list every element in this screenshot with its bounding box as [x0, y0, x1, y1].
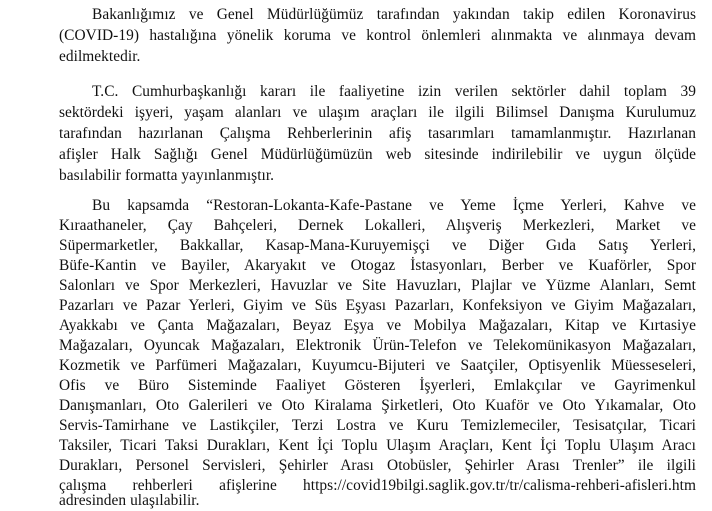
paragraph-3-line-14: Durakları, Personel Servisleri, Şehirler Arası Otobüsler, Şehirler Arası Trenler” ile ilgili — [59, 457, 696, 474]
paragraph-1-line-3: edilmektedir. — [59, 48, 141, 65]
paragraph-2-line-1: T.C. Cumhurbaşkanlığı kararı ile faaliyetine izin verilen sektörler dahil toplam 39 — [92, 83, 696, 100]
paragraph-3-line-8: Mağazaları, Oyuncak Mağazaları, Elektronik Ürün-Telefon ve Telekomünikasyon Mağazaları, — [59, 337, 696, 354]
paragraph-3-line-7: Ayakkabı ve Çanta Mağazaları, Beyaz Eşya ve Mobilya Mağazaları, Kitap ve Kırtasiye — [59, 317, 696, 334]
paragraph-3-line-15: çalışma rehberleri afişlerine https://covid19bilgi.saglik.gov.tr/tr/calisma-rehberi-afisleri.htm — [59, 477, 696, 494]
paragraph-3-line-12: Servis-Tamirhane ve Lastikçiler, Terzi Lostra ve Kuru Temizlemeciler, Tesisatçılar, Ticari — [59, 417, 696, 434]
paragraph-3-line-1: Bu kapsamda “Restoran-Lokanta-Kafe-Pastane ve Yeme İçme Yerleri, Kahve ve — [92, 197, 696, 214]
paragraph-2-line-4: afişler Halk Sağlığı Genel Müdürlüğümüzün web sitesinde indirilebilir ve uygun ölçüde — [59, 146, 696, 163]
paragraph-3-line-5: Salonları ve Spor Merkezleri, Havuzlar ve Site Havuzları, Plajlar ve Yüzme Alanları, Semt — [59, 277, 696, 294]
paragraph-2-line-2: sektördeki işyeri, yaşam alanları ve ulaşım araçları ile ilgili Bilimsel Danışma Kurulumuz — [59, 104, 696, 121]
paragraph-3-line-11: Danışmanları, Oto Galerileri ve Oto Kiralama Şirketleri, Oto Kuaför ve Oto Yıkamalar, Oto — [59, 397, 696, 414]
paragraph-3-line-9: Kozmetik ve Parfümeri Mağazaları, Kuyumcu-Bijuteri ve Saatçiler, Optisyenlik Müesseseleri, — [59, 357, 696, 374]
paragraph-2-line-3: tarafından hazırlanan Çalışma Rehberlerinin afiş tasarımları tamamlanmıştır. Hazırlanan — [59, 125, 696, 142]
paragraph-3-line-4: Büfe-Kantin ve Bayiler, Akaryakıt ve Otogaz İstasyonları, Berber ve Kuaförler, Spor — [59, 257, 696, 274]
paragraph-3-line-16: adresinden ulaşılabilir. — [59, 492, 200, 509]
paragraph-3-line-13: Taksiler, Ticari Taksi Durakları, Kent İçi Toplu Ulaşım Araçları, Kent İçi Toplu Ulaşım Aracı — [59, 437, 696, 454]
paragraph-3-line-3: Süpermarketler, Bakkallar, Kasap-Mana-Kuruyemişçi ve Diğer Gıda Satış Yerleri, — [59, 237, 696, 254]
paragraph-2-line-5: basılabilir formatta yayınlanmıştır. — [59, 167, 275, 184]
paragraph-1-line-2: (COVID-19) hastalığına yönelik koruma ve kontrol önlemleri alınmakta ve alınmaya devam — [59, 27, 696, 44]
paragraph-1-line-1: Bakanlığımız ve Genel Müdürlüğümüz tarafından yakından takip edilen Koronavirus — [92, 6, 696, 23]
paragraph-3-line-10: Ofis ve Büro Sisteminde Faaliyet Gösteren İşyerleri, Emlakçılar ve Gayrimenkul — [59, 377, 696, 394]
paragraph-3-line-6: Pazarları ve Pazar Yerleri, Giyim ve Süs Eşyası Pazarları, Konfeksiyon ve Giyim Mağazaları, — [59, 297, 696, 314]
paragraph-3-line-2: Kıraathaneler, Çay Bahçeleri, Dernek Lokalleri, Alışveriş Merkezleri, Market ve — [59, 217, 696, 234]
